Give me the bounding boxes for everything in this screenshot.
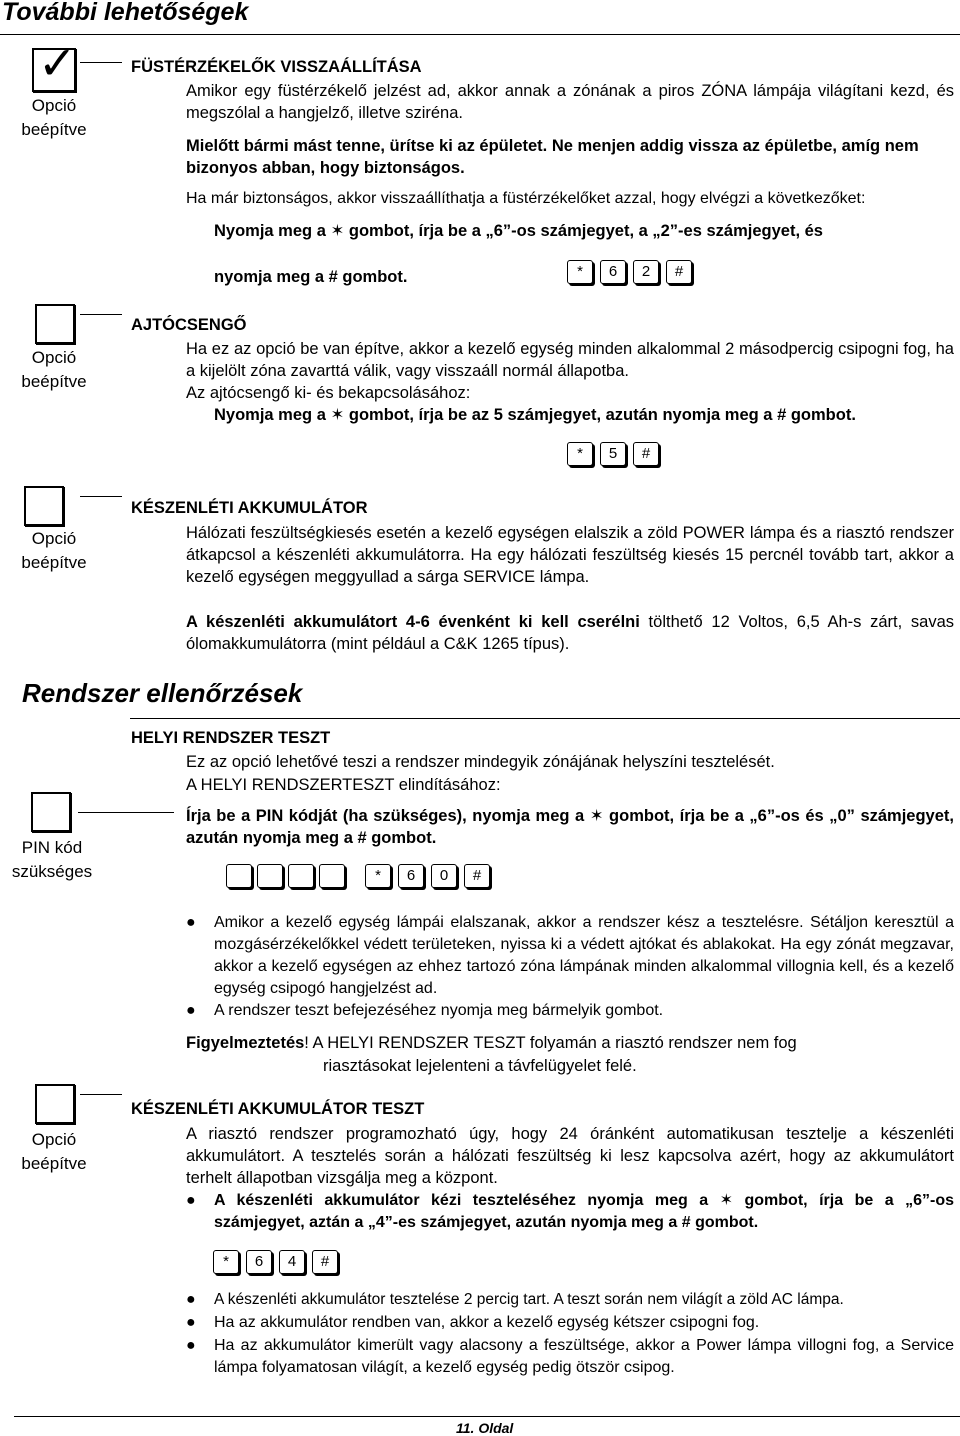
- key-6: 6: [600, 260, 626, 284]
- section-title-checks: Rendszer ellenőrzések: [22, 678, 303, 708]
- side-label-line: beépítve: [21, 372, 87, 391]
- smoke-key-sequence: [567, 260, 699, 284]
- key-star: *: [567, 260, 593, 284]
- list-item-text: A készenléti akkumulátor kézi teszteléséhez nyomja meg a ✶ gombot, írja be a „6”-os számjegyet, aztán a „4”-es számjegyet, azután nyomja meg a # gombot.: [214, 1192, 954, 1231]
- local-test-heading: HELYI RENDSZER TESZT: [131, 729, 331, 747]
- smoke-heading: FÜSTÉRZÉKELŐK VISSZAÁLLÍTÁSA: [131, 58, 422, 76]
- key-2: 2: [633, 260, 659, 284]
- option-box-icon: [35, 1084, 75, 1124]
- option-box-icon: [31, 792, 71, 832]
- side-label-line: PIN kód: [21, 838, 83, 857]
- bullet-icon: ●: [186, 914, 196, 931]
- list-item-text: Ha az akkumulátor kimerült vagy alacsony a feszültsége, akkor a Power lámpa villogni fog, a Service lámpa folyamatosan világít, a kezelő egység pedig ötször csipog.: [214, 1337, 954, 1376]
- key-6: 6: [398, 864, 424, 888]
- local-test-paragraph-2: A HELYI RENDSZERTESZT elindításához:: [186, 776, 501, 794]
- key-6: 6: [246, 1250, 272, 1274]
- list-item-text: A készenléti akkumulátor tesztelése 2 percig tart. A teszt során nem világít a zöld AC lámpa.: [214, 1291, 844, 1308]
- side-label-line: beépítve: [21, 1154, 87, 1173]
- connector-line: [80, 314, 122, 315]
- battery-replace-notice: A készenléti akkumulátort 4-6 évenként ki kell cserélni: [186, 613, 640, 631]
- list-item-text: Amikor a kezelő egység lámpái elalszanak, akkor a rendszer kész a tesztelésre. Sétáljon keresztül a mozgásérzékelőkkel védett területeken, nyissa ki a védett ajtókat és ablakokat. Ha egy zónát megzavar, akkor a kezelő egységen az ehhez tartozó zóna lámpának minden alkalommal villognia kell, és a kezelő egység csipogó hangjelzést ad.: [214, 914, 954, 997]
- battery-test-key-sequence: [213, 1250, 345, 1274]
- warning-text: ! A HELYI RENDSZER TESZT folyamán a riasztó rendszer nem fog: [304, 1034, 797, 1052]
- key-pin-digit: [257, 864, 283, 888]
- checkmark-icon: ✓: [38, 36, 77, 90]
- warning-line-2: riasztásokat lejelenteni a távfelügyelet felé.: [323, 1057, 637, 1075]
- key-0: 0: [431, 864, 457, 888]
- battery-spec: tölthető 12 Voltos, 6,5 Ah-s zárt, savas ólomakkumulátorra (mint például a C&K 1265 típus).: [186, 613, 955, 653]
- key-hash: #: [464, 864, 490, 888]
- battery-heading: KÉSZENLÉTI AKKUMULÁTOR: [131, 499, 368, 517]
- page-number: 11. Oldal: [456, 1420, 514, 1436]
- checked-box-icon: [32, 36, 77, 92]
- local-test-paragraph-1: Ez az opció lehetővé teszi a rendszer mindegyik zónájának helyszíni tesztelését.: [186, 753, 775, 771]
- side-label-line: Opció: [31, 1130, 77, 1149]
- key-pin-digit: [319, 864, 345, 888]
- connector-line: [80, 1094, 122, 1095]
- warning-label: Figyelmeztetés: [186, 1034, 305, 1052]
- smoke-paragraph-3: Ha már biztonságos, akkor visszaállíthatja a füstérzékelőket azzal, hogy elvégzi a következőket:: [186, 190, 866, 207]
- key-star: *: [567, 442, 593, 466]
- key-hash: #: [633, 442, 659, 466]
- chime-heading: AJTÓCSENGŐ: [131, 316, 247, 334]
- key-pin-digit: [226, 864, 252, 888]
- bullet-icon: ●: [186, 1002, 196, 1019]
- side-label-chime: [2, 346, 106, 394]
- option-box-icon: [24, 486, 64, 526]
- smoke-paragraph-1: Amikor egy füstérzékelő jelzést ad, akkor annak a zónának a piros ZÓNA lámpája világítani kezd, és megszólal a hangjelző, illetve sziréna.: [186, 82, 954, 122]
- key-4: 4: [279, 1250, 305, 1274]
- side-label-line: Opció: [31, 96, 77, 115]
- warning-line-1: [186, 1032, 956, 1054]
- side-label-line: szükséges: [11, 862, 93, 881]
- smoke-paragraph-2: Mielőtt bármi mást tenne, ürítse ki az épületet. Ne menjen addig vissza az épületbe, amíg nem bizonyos abban, hogy biztonságos.: [186, 137, 919, 177]
- chime-key-sequence: [567, 442, 666, 466]
- bullet-icon: ●: [186, 1337, 196, 1354]
- side-label-line: beépítve: [21, 553, 87, 572]
- list-item-text: Ha az akkumulátor rendben van, akkor a kezelő egység kétszer csipogni fog.: [214, 1314, 760, 1331]
- footer-divider: [14, 1416, 960, 1417]
- section-title-options: További lehetőségek: [2, 0, 249, 26]
- divider: [130, 718, 960, 719]
- connector-line: [80, 62, 122, 63]
- bullet-icon: ●: [186, 1291, 196, 1308]
- side-label-battery-test: [2, 1128, 106, 1176]
- key-hash: #: [312, 1250, 338, 1274]
- side-label-line: Opció: [31, 348, 77, 367]
- bullet-icon: ●: [186, 1314, 196, 1331]
- battery-paragraph-1: Hálózati feszültségkiesés esetén a kezelő egységen elalszik a zöld POWER lámpa és a riasztó rendszer átkapcsol a készenléti akkumulátorra. Ha egy hálózati feszültség kiesés 15 percnél tovább tart, akkor a kezelő egységen meggyullad a sárga SERVICE lámpa.: [186, 524, 954, 586]
- side-label-battery: [2, 527, 106, 575]
- battery-paragraph-2: [186, 611, 954, 655]
- local-test-instruction: Írja be a PIN kódját (ha szükséges), nyomja meg a ✶ gombot, írja be a „6”-os és „0” számjegyet, azután nyomja meg a # gombot.: [186, 807, 954, 847]
- battery-test-heading: KÉSZENLÉTI AKKUMULÁTOR TESZT: [131, 1100, 425, 1118]
- smoke-instruction-2: nyomja meg a # gombot.: [214, 268, 408, 286]
- smoke-instruction-1: Nyomja meg a ✶ gombot, írja be a „6”-os számjegyet, a „2”-es számjegyet, és: [214, 222, 823, 240]
- chime-paragraph-2: Az ajtócsengő ki- és bekapcsolásához:: [186, 384, 471, 402]
- list-item-text: A rendszer teszt befejezéséhez nyomja meg bármelyik gombot.: [214, 1002, 664, 1019]
- side-label-smoke: [2, 94, 106, 142]
- side-label-pin: [0, 836, 104, 884]
- divider: [0, 34, 960, 35]
- chime-instruction: Nyomja meg a ✶ gombot, írja be az 5 számjegyet, azután nyomja meg a # gombot.: [214, 406, 856, 424]
- side-label-line: beépítve: [21, 120, 87, 139]
- side-label-line: Opció: [31, 529, 77, 548]
- connector-line: [80, 496, 122, 497]
- bullet-icon: ●: [186, 1192, 196, 1209]
- local-test-key-sequence: [226, 864, 497, 888]
- key-5: 5: [600, 442, 626, 466]
- key-star: *: [213, 1250, 239, 1274]
- chime-paragraph-1: Ha ez az opció be van építve, akkor a kezelő egység minden alkalommal 2 másodpercig csipogni fog, ha a kijelölt zóna zavarttá válik, vagy visszaáll normál állapotba.: [186, 340, 954, 380]
- key-star: *: [365, 864, 391, 888]
- key-hash: #: [666, 260, 692, 284]
- key-pin-digit: [288, 864, 314, 888]
- battery-test-paragraph: A riasztó rendszer programozható úgy, hogy 24 óránként automatikusan tesztelje a készenléti akkumulátort. A tesztelés során a hálózati feszültség ki lesz kapcsolva azért, hogy az akkumulátort terhelt állapotban vizsgálja meg a központ.: [186, 1125, 954, 1187]
- connector-line: [78, 812, 174, 813]
- option-box-icon: [35, 304, 75, 344]
